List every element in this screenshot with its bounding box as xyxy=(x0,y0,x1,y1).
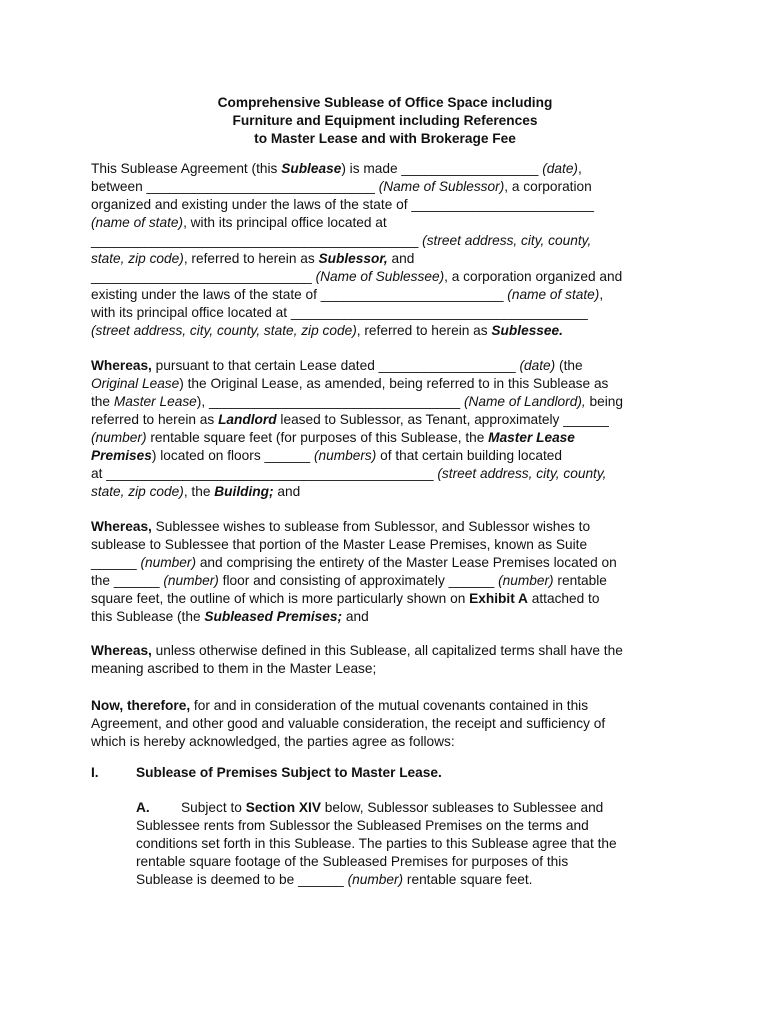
title-line-2: Furniture and Equipment including References xyxy=(232,112,538,128)
text-line: conditions set forth in this Sublease. The parties to this Sublease agree that the xyxy=(136,836,617,851)
text-line: existing under the laws of the state of ________________________ (name of state), xyxy=(91,287,604,302)
title-line-3: to Master Lease and with Brokerage Fee xyxy=(254,130,516,146)
text-line: square feet, the outline of which is more particularly shown on Exhibit A attached to xyxy=(91,591,600,606)
text-line: this Sublease (the Subleased Premises; and xyxy=(91,609,369,624)
text-line: state, zip code), referred to herein as Sublessor, and xyxy=(91,251,415,266)
text-line: meaning ascribed to them in the Master Lease; xyxy=(91,661,377,676)
text-line: the ______ (number) floor and consisting of approximately ______ (number) rentable xyxy=(91,573,607,588)
text-line: organized and existing under the laws of the state of ________________________ xyxy=(91,197,595,212)
text-line: Agreement, and other good and valuable consideration, the receipt and sufficiency of xyxy=(91,716,606,731)
text-line: Subject to Section XIV below, Sublessor subleases to Sublessee and xyxy=(181,800,604,815)
text-line: Whereas, Sublessee wishes to sublease from Sublessor, and Sublessor wishes to xyxy=(91,519,591,534)
text-line: Now, therefore, for and in consideration of the mutual covenants contained in this xyxy=(91,698,589,713)
document-title xyxy=(0,94,770,147)
text-line: ___________________________________________ (street address, city, county, xyxy=(91,233,592,248)
text-line: _____________________________ (Name of Sublessee), a corporation organized and xyxy=(91,269,623,284)
text-line: state, zip code), the Building; and xyxy=(91,484,301,499)
text-line: at ___________________________________________ (street address, city, county, xyxy=(91,466,607,481)
text-line: (street address, city, county, state, zip code), referred to herein as Sublessee. xyxy=(91,323,563,338)
text-line: referred to herein as Landlord leased to Sublessor, as Tenant, approximately ______ xyxy=(91,412,609,427)
text-line: rentable square footage of the Subleased Premises for purposes of this xyxy=(136,854,569,869)
text-line: Whereas, pursuant to that certain Lease dated __________________ (date) (the xyxy=(91,358,583,373)
text-line: (number) rentable square feet (for purposes of this Sublease, the Master Lease xyxy=(91,430,575,445)
subsection-label: A. xyxy=(136,800,150,815)
text-line: ______ (number) and comprising the entirety of the Master Lease Premises located on xyxy=(91,555,617,570)
text-line: Original Lease) the Original Lease, as amended, being referred to in this Sublease as xyxy=(91,376,609,391)
text-line: Whereas, unless otherwise defined in this Sublease, all capitalized terms shall have the xyxy=(91,643,623,658)
section-number: I. xyxy=(91,765,99,780)
text-line: This Sublease Agreement (this Sublease) is made __________________ (date), xyxy=(91,161,582,176)
text-line: Premises) located on floors ______ (numbers) of that certain building located xyxy=(91,448,563,463)
title-line-1: Comprehensive Sublease of Office Space including xyxy=(217,95,553,110)
text-line: sublease to Sublessee that portion of the Master Lease Premises, known as Suite xyxy=(91,537,588,552)
text-line: (name of state), with its principal office located at xyxy=(91,215,387,230)
text-line: between ______________________________ (Name of Sublessor), a corporation xyxy=(91,179,592,194)
text-line: the Master Lease), _________________________________ (Name of Landlord), being xyxy=(91,394,623,409)
text-line: with its principal office located at _______________________________________ xyxy=(91,305,588,320)
text-line: which is hereby acknowledged, the parties agree as follows: xyxy=(91,734,455,749)
text-line: Sublease is deemed to be ______ (number) rentable square feet. xyxy=(136,872,533,887)
text-line: Sublessee rents from Sublessor the Subleased Premises on the terms and xyxy=(136,818,589,833)
section-title: Sublease of Premises Subject to Master Lease. xyxy=(136,765,442,780)
